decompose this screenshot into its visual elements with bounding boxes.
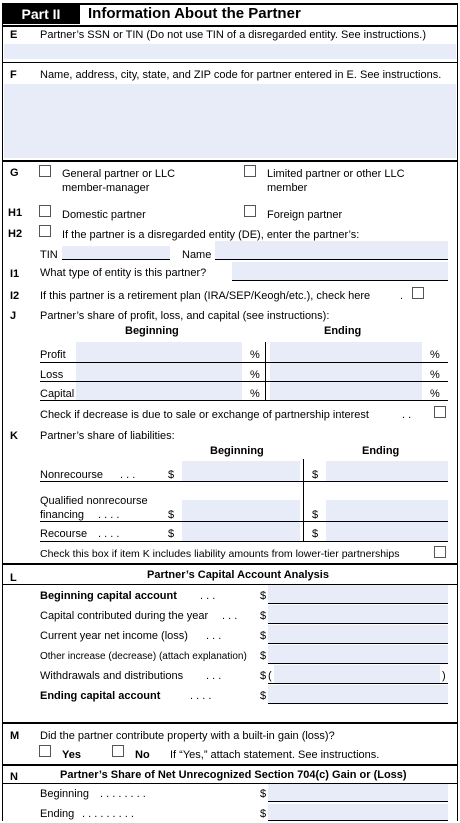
dollar-sign: $ xyxy=(312,528,319,540)
yes-checkbox[interactable] xyxy=(39,745,51,757)
dollar-sign: $ xyxy=(260,808,267,820)
n-beginning-label: Beginning xyxy=(40,788,89,800)
decrease-checkbox[interactable] xyxy=(434,406,446,418)
m-note: If “Yes,” attach statement. See instructions. xyxy=(170,749,380,761)
lower-tier-checkbox[interactable] xyxy=(434,546,446,558)
foreign-partner-label: Foreign partner xyxy=(267,209,343,221)
n-ending-label: Ending xyxy=(40,808,75,820)
column-divider xyxy=(303,459,304,542)
underline xyxy=(268,820,448,821)
j-col-ending: Ending xyxy=(324,325,362,337)
dollar-sign: $ xyxy=(260,630,267,642)
paren-open: ( xyxy=(268,670,272,682)
yes-label: Yes xyxy=(62,749,81,761)
dollar-sign: $ xyxy=(260,650,267,662)
qnf-label-2: financing xyxy=(40,509,85,521)
lower-tier-label: Check this box if item K includes liability amounts from lower-tier partnerships xyxy=(40,548,400,560)
n-dots: . . . . . . . . . xyxy=(82,808,134,820)
foreign-partner-checkbox[interactable] xyxy=(244,205,256,217)
de-name-label: Name xyxy=(182,249,212,261)
item-code-n: N xyxy=(10,771,18,783)
underline xyxy=(40,541,448,542)
recourse-beginning-field[interactable] xyxy=(182,522,300,541)
paren-close: ) xyxy=(442,670,446,682)
underline xyxy=(215,259,448,260)
part-title: Information About the Partner xyxy=(88,5,301,22)
k-col-ending: Ending xyxy=(362,445,400,457)
domestic-partner-label: Domestic partner xyxy=(62,209,146,221)
frame-right xyxy=(457,3,458,821)
limited-partner-label: Limited partner or other LLC xyxy=(267,168,405,180)
pct-sign: % xyxy=(430,369,440,381)
decrease-label: Check if decrease is due to sale or exchange of partnership interest xyxy=(40,409,369,421)
pct-sign: % xyxy=(430,388,440,400)
disregarded-entity-checkbox[interactable] xyxy=(39,225,51,237)
f-label: Name, address, city, state, and ZIP code for partner entered in E. See instructions. xyxy=(40,69,442,81)
underline xyxy=(268,643,448,644)
item-code-e: E xyxy=(10,29,18,41)
item-code-f: F xyxy=(10,69,17,81)
no-checkbox[interactable] xyxy=(112,745,124,757)
pct-sign: % xyxy=(250,369,260,381)
item-code-h2: H2 xyxy=(8,228,23,240)
qnf-ending-field[interactable] xyxy=(326,500,448,521)
underline xyxy=(40,481,448,482)
item-code-i2: I2 xyxy=(10,290,20,302)
part-label: Part II xyxy=(2,4,80,24)
general-partner-checkbox[interactable] xyxy=(39,165,51,177)
divider xyxy=(2,563,458,565)
net-income-field[interactable] xyxy=(268,625,448,643)
l-dots: . . . xyxy=(206,670,222,682)
qnf-label: Qualified nonrecourse xyxy=(40,495,148,507)
j-row-capital: Capital xyxy=(40,388,75,400)
entity-type-field[interactable] xyxy=(232,262,448,280)
profit-beginning-field[interactable] xyxy=(76,342,242,362)
m-label: Did the partner contribute property with a built-in gain (loss)? xyxy=(40,730,335,742)
pct-sign: % xyxy=(250,388,260,400)
recourse-dots: . . . . xyxy=(98,528,120,540)
qnf-dots: . . . . xyxy=(98,509,120,521)
nonrecourse-ending-field[interactable] xyxy=(326,461,448,481)
profit-ending-field[interactable] xyxy=(270,342,422,362)
underline xyxy=(268,703,448,704)
item-code-m: M xyxy=(10,730,20,742)
capital-ending-field[interactable] xyxy=(270,382,422,400)
i2-dots: . xyxy=(400,290,404,302)
pct-sign: % xyxy=(250,349,260,361)
item-code-j: J xyxy=(10,310,17,322)
item-code-g: G xyxy=(10,167,19,179)
de-name-field[interactable] xyxy=(215,241,448,259)
capital-contributed-field[interactable] xyxy=(268,605,448,623)
ending-capital-label: Ending capital account xyxy=(40,690,161,702)
de-tin-label: TIN xyxy=(40,249,58,261)
k-label: Partner’s share of liabilities: xyxy=(40,430,175,442)
limited-partner-label-2: member xyxy=(267,182,308,194)
h2-label: If the partner is a disregarded entity (DE), enter the partner’s: xyxy=(62,229,360,241)
dollar-sign: $ xyxy=(168,509,175,521)
underline xyxy=(62,259,170,260)
j-col-beginning: Beginning xyxy=(125,325,179,337)
net-income-label: Current year net income (loss) xyxy=(40,630,188,642)
capital-beginning-field[interactable] xyxy=(76,382,242,400)
n-ending-field[interactable] xyxy=(268,804,448,820)
l-dots: . . . xyxy=(200,590,216,602)
column-divider xyxy=(265,342,266,400)
recourse-label: Recourse xyxy=(40,528,88,540)
n-dots: . . . . . . . . xyxy=(100,788,146,800)
dollar-sign: $ xyxy=(260,590,267,602)
l-title: Partner’s Capital Account Analysis xyxy=(147,569,329,581)
capital-contributed-label: Capital contributed during the year xyxy=(40,610,209,622)
item-code-h1: H1 xyxy=(8,207,23,219)
j-row-loss: Loss xyxy=(40,369,64,381)
nonrecourse-dots: . . . xyxy=(120,469,136,481)
divider xyxy=(2,62,458,63)
beginning-capital-label: Beginning capital account xyxy=(40,590,177,602)
underline xyxy=(268,801,448,802)
general-partner-label: General partner or LLC xyxy=(62,168,176,180)
n-title: Partner’s Share of Net Unrecognized Section 704(c) Gain or (Loss) xyxy=(60,769,407,781)
nonrecourse-beginning-field[interactable] xyxy=(182,461,300,481)
recourse-ending-field[interactable] xyxy=(326,522,448,541)
item-code-l: L xyxy=(10,572,17,584)
j-label: Partner’s share of profit, loss, and capital (see instructions): xyxy=(40,310,330,322)
de-tin-field[interactable] xyxy=(62,246,170,259)
no-label: No xyxy=(135,749,150,761)
decrease-dots: . . xyxy=(402,409,412,421)
other-increase-label: Other increase (decrease) (attach explanation) xyxy=(40,651,247,662)
l-dots: . . . xyxy=(222,610,238,622)
n-beginning-field[interactable] xyxy=(268,784,448,801)
underline xyxy=(268,623,448,624)
dollar-sign: $ xyxy=(168,469,175,481)
other-increase-field[interactable] xyxy=(268,645,448,663)
underline xyxy=(40,400,448,401)
i1-label: What type of entity is this partner? xyxy=(40,267,207,279)
dollar-sign: $ xyxy=(260,670,267,682)
underline xyxy=(268,683,448,684)
dollar-sign: $ xyxy=(312,469,319,481)
nonrecourse-label: Nonrecourse xyxy=(40,469,103,481)
dollar-sign: $ xyxy=(260,788,267,800)
general-partner-label-2: member-manager xyxy=(62,182,150,194)
item-code-i1: I1 xyxy=(10,268,20,280)
retirement-plan-checkbox[interactable] xyxy=(412,287,424,299)
divider xyxy=(2,764,458,766)
dollar-sign: $ xyxy=(260,610,267,622)
withdrawals-label: Withdrawals and distributions xyxy=(40,670,184,682)
underline xyxy=(232,280,448,281)
beginning-capital-field[interactable] xyxy=(268,585,448,603)
withdrawals-field[interactable] xyxy=(274,665,440,683)
qnf-beginning-field[interactable] xyxy=(182,500,300,521)
l-dots: . . . xyxy=(206,630,222,642)
limited-partner-checkbox[interactable] xyxy=(244,165,256,177)
loss-beginning-field[interactable] xyxy=(76,363,242,381)
frame-left xyxy=(2,3,3,821)
i2-label: If this partner is a retirement plan (IRA/SEP/Keogh/etc.), check here xyxy=(40,290,371,302)
item-code-k: K xyxy=(10,430,18,442)
dollar-sign: $ xyxy=(260,690,267,702)
l-dots: . . . . xyxy=(190,690,212,702)
divider xyxy=(2,722,458,724)
dollar-sign: $ xyxy=(168,528,175,540)
k-col-beginning: Beginning xyxy=(210,445,264,457)
domestic-partner-checkbox[interactable] xyxy=(39,205,51,217)
pct-sign: % xyxy=(430,349,440,361)
j-row-profit: Profit xyxy=(40,349,66,361)
dollar-sign: $ xyxy=(312,509,319,521)
loss-ending-field[interactable] xyxy=(270,363,422,381)
underline xyxy=(268,603,448,604)
underline xyxy=(268,663,448,664)
partner-name-address-field[interactable] xyxy=(4,84,456,158)
ending-capital-field[interactable] xyxy=(268,685,448,703)
divider xyxy=(2,160,458,162)
partner-ssn-tin-field[interactable] xyxy=(4,44,456,59)
e-label: Partner’s SSN or TIN (Do not use TIN of a disregarded entity. See instructions.) xyxy=(40,29,426,41)
